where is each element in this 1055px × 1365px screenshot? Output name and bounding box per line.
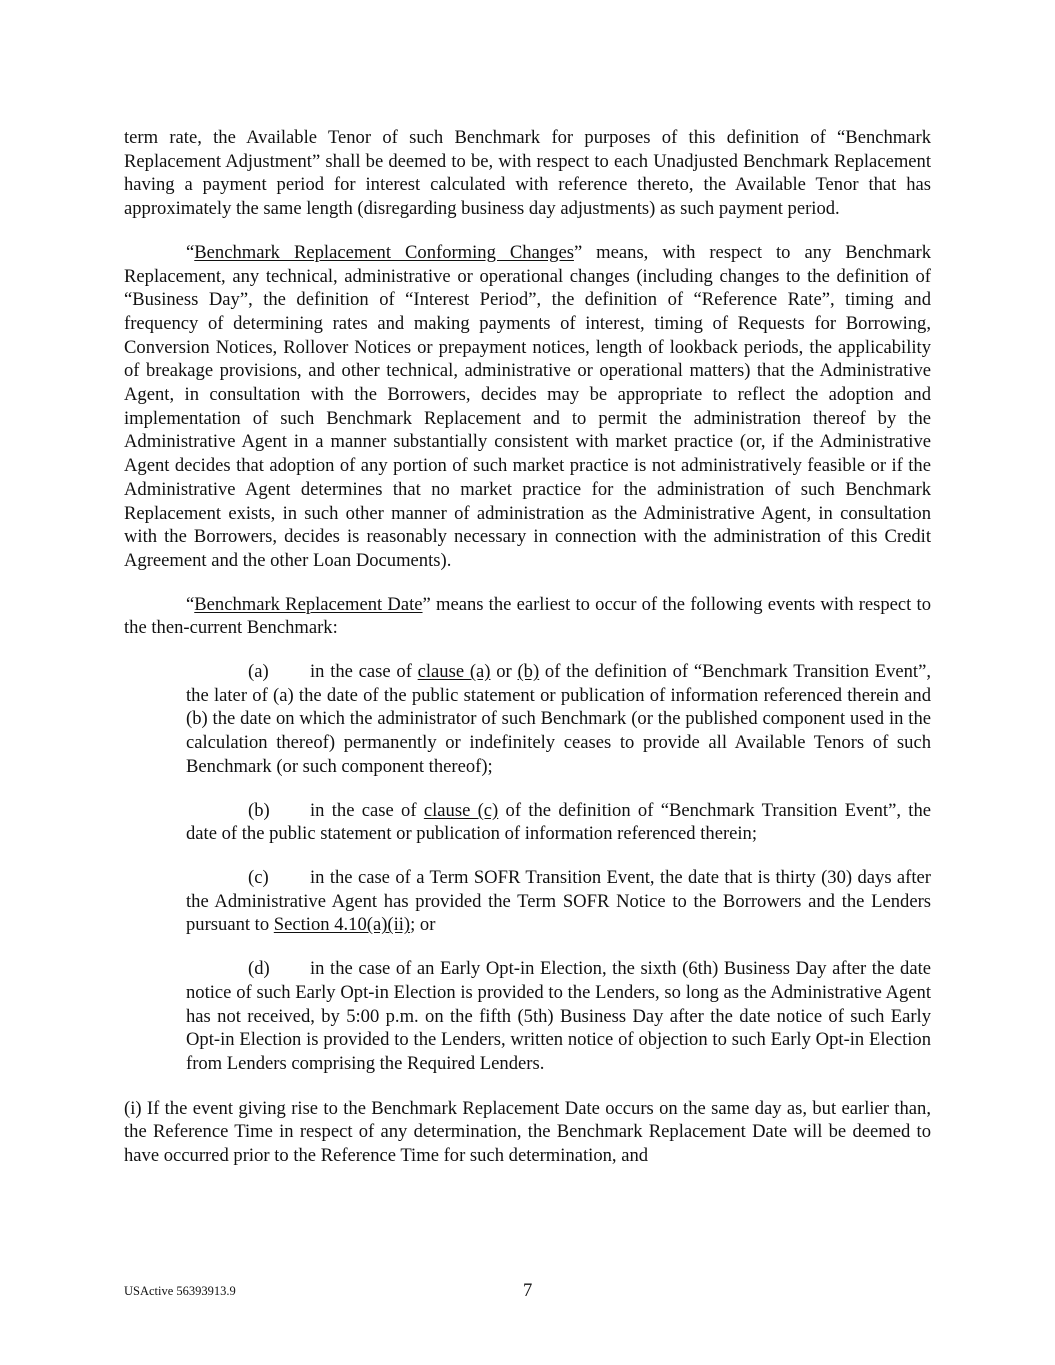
document-body	[124, 126, 931, 1168]
cross-reference-link[interactable]: clause (c)	[423, 799, 499, 821]
item-text: of the definition of “Benchmark Transition Event”, the date of the public statement or publication of information referenced therein;	[186, 799, 931, 845]
defined-term: Benchmark Replacement Conforming Changes	[194, 241, 574, 263]
cross-reference-link[interactable]: Section 4.10(a)(ii)	[273, 914, 411, 936]
document-id: USActive 56393913.9	[124, 1284, 236, 1298]
cross-reference-link[interactable]: clause (a)	[417, 661, 491, 683]
cross-reference-link[interactable]: (b)	[517, 661, 540, 683]
item-text: or	[490, 661, 518, 683]
definition-benchmark-replacement-conforming-changes	[124, 241, 931, 573]
paragraph-continuation: term rate, the Available Tenor of such Benchmark for purposes of this definition of “Benchmark Replacement Adjustment” shall be deemed to be, with respect to each Unadjusted Benchmark Replacement having a payment period for interest calculated with reference thereto, the Available Tenor that has approximately the same length (disregarding business day adjustments) as such payment period.	[124, 127, 931, 220]
open-quote: “	[186, 593, 195, 615]
paragraph-clause-i: (i) If the event giving rise to the Benchmark Replacement Date occurs on the same day as, but earlier than, the Reference Time in respect of any determination, the Benchmark Replacement Date will be deemed to have occurred prior to the Reference Time for such determination, and	[124, 1097, 931, 1167]
item-label: (d)	[248, 958, 270, 980]
item-label: (b)	[248, 799, 270, 821]
item-text: of the definition of “Benchmark Transition Event”, the later of (a) the date of the public statement or publication of information referenced therein and (b) the date on which the administrator of such Benchmark (or the published component used in the calculation thereof) permanently or indefinitely ceases to provide all Available Tenors of such Benchmark (or such component thereof);	[186, 661, 931, 777]
item-text: in the case of a Term SOFR Transition Event, the date that is thirty (30) days after the Administrative Agent has provided the Term SOFR Notice to the Borrowers and the Lenders pursuant to	[186, 866, 931, 936]
defined-term: Benchmark Replacement Date	[194, 593, 423, 615]
open-quote: “	[186, 241, 195, 263]
page-number: 7	[523, 1280, 533, 1301]
list-item-d	[186, 957, 931, 1076]
list-item-c	[186, 866, 931, 937]
list-item-b	[186, 799, 931, 846]
definition-text: ” means, with respect to any Benchmark Replacement, any technical, administrative or operational changes (including changes to the definition of “Business Day”, the definition of “Interest Period”, the definition of “Reference Rate”, timing and frequency of determining rates and making payments of interest, timing of Requests for Borrowing, Conversion Notices, Rollover Notices or prepayment notices, length of lookback periods, the applicability of breakage provisions, and other technical, administrative or operational matters) that the Administrative Agent, in consultation with the Borrowers, decides may be appropriate to reflect the adoption and implementation of such Benchmark Replacement and to permit the administration thereof by the Administrative Agent in a manner substantially consistent with market practice (or, if the Administrative Agent decides that adoption of any portion of such market practice is not administratively feasible or if the Administrative Agent determines that no market practice for the administration of such Benchmark Replacement exists, in such other manner of administration as the Administrative Agent, in consultation with the Borrowers, decides is reasonably necessary in connection with the administration of this Credit Agreement and the other Loan Documents).	[124, 241, 932, 571]
item-text: in the case of	[310, 661, 418, 683]
definition-benchmark-replacement-date	[124, 593, 931, 640]
item-text: ; or	[410, 914, 436, 936]
list-item-a	[186, 660, 931, 779]
item-label: (c)	[248, 866, 269, 888]
item-label: (a)	[248, 661, 269, 683]
item-text: in the case of	[310, 799, 424, 821]
definition-text: ” means the earliest to occur of the following events with respect to the then-current Benchmark:	[124, 593, 932, 639]
item-text: in the case of an Early Opt-in Election, the sixth (6th) Business Day after the date notice of such Early Opt-in Election is provided to the Lenders, so long as the Administrative Agent has not received, by 5:00 p.m. on the fifth (5th) Business Day after the date notice of such Early Opt-in Election is provided to the Lenders, written notice of objection to such Early Opt-in Election from Lenders comprising the Required Lenders.	[186, 958, 931, 1074]
